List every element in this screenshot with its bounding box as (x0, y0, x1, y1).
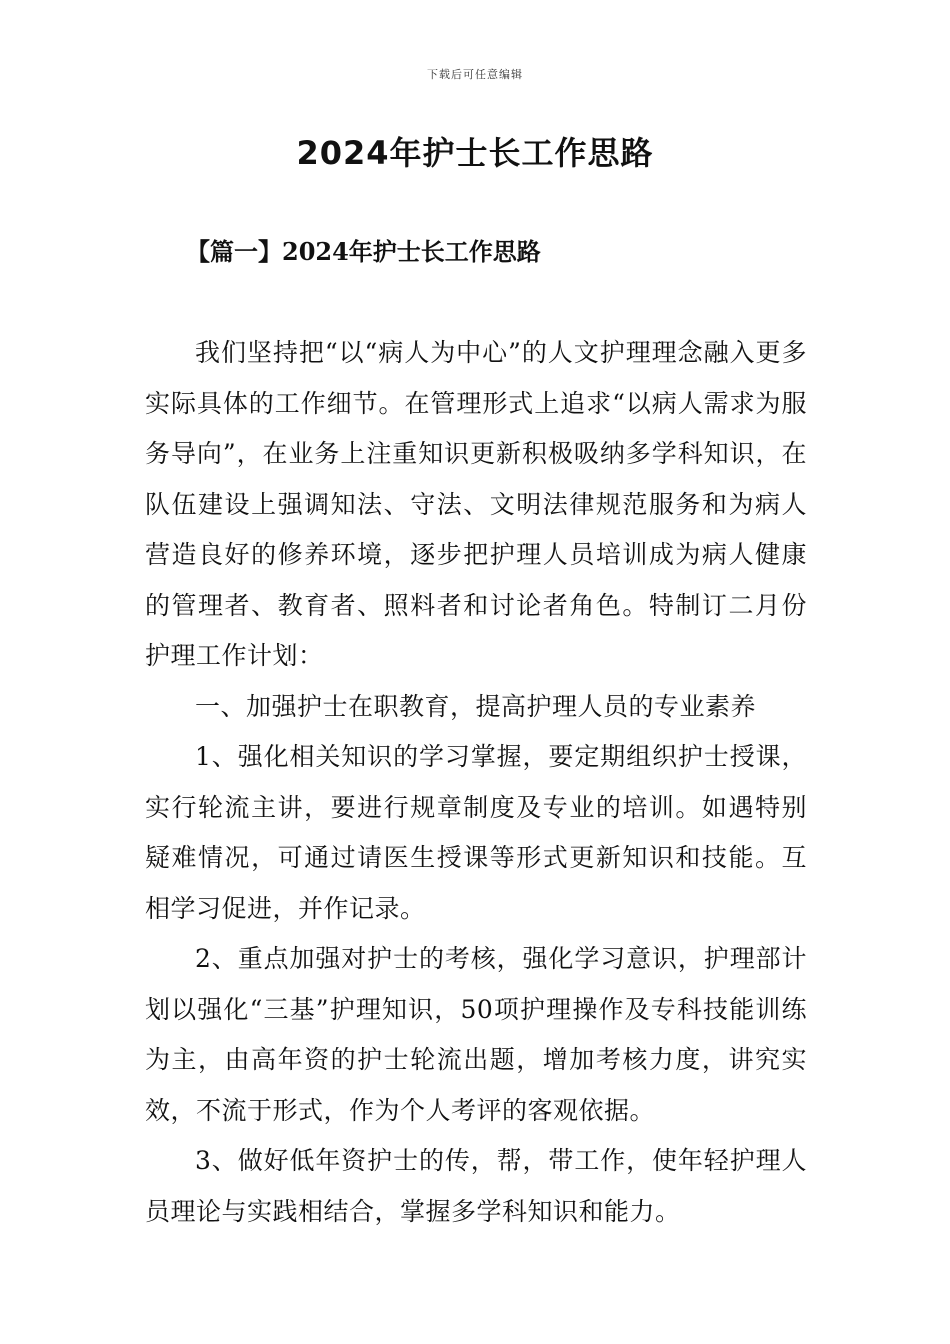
header-note: 下载后可任意编辑 (427, 68, 523, 81)
paragraph-intro: 我们坚持把“以“病人为中心”的人文护理理念融入更多实际具体的工作细节。在管理形式上追求“以病人需求为服务导向”，在业务上注重知识更新积极吸纳多学科知识，在队伍建设上强调知法、守法、文明法律规范服务和为病人营造良好的修养环境，逐步把护理人员培训成为病人健康的管理者、教育者、照料者和讨论者角色。特制订二月份护理工作计划： (145, 338, 807, 670)
paragraph-item-1: 1、强化相关知识的学习掌握，要定期组织护士授课，实行轮流主讲，要进行规章制度及专业的培训。如遇特别疑难情况，可通过请医生授课等形式更新知识和技能。互相学习促进，并作记录。 (145, 742, 807, 923)
section-heading: 【篇一】2024年护士长工作思路 (186, 237, 541, 266)
paragraph-item-heading: 一、加强护士在职教育，提高护理人员的专业素养 (195, 691, 757, 721)
paragraph-item-3: 3、做好低年资护士的传，帮，带工作，使年轻护理人员理论与实践相结合，掌握多学科知识和能力。 (145, 1146, 807, 1226)
document-body (145, 328, 807, 1237)
paragraph-item-2: 2、重点加强对护士的考核，强化学习意识，护理部计划以强化“三基”护理知识，50项护理操作及专科技能训练为主，由高年资的护士轮流出题，增加考核力度，讲究实效，不流于形式，作为个人考评的客观依据。 (145, 944, 807, 1125)
document-title: 2024年护士长工作思路 (296, 134, 654, 172)
